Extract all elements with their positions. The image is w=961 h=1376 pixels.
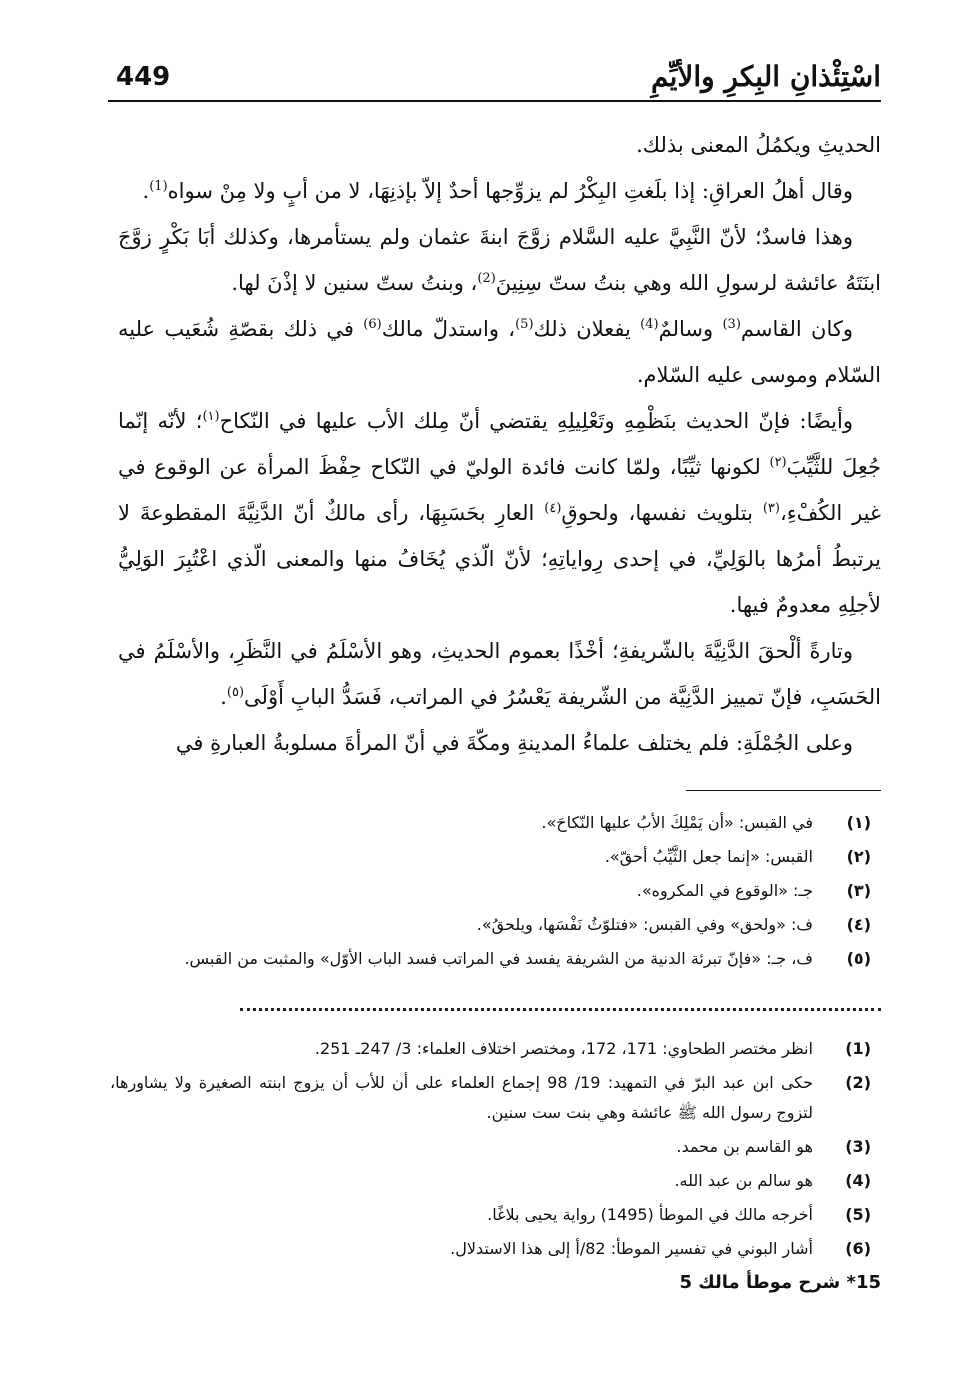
- footnote-ref[interactable]: (١): [202, 409, 220, 424]
- footnote-text: القبس: «إنما جعل الثَّيِّبُ أحقّ».: [604, 847, 813, 866]
- paragraph-6: وتارةً ألْحقَ الدَّنِيَّةَ بالشّريفةِ؛ أخْذًا بعموم الحديثِ، وهو الأسْلَمُ في النَّظَرِ، والأسْلَمُ في الحَسَبِ، فإنّ تمييز الدَّنِيَّة من الشّريفة يَعْسُرُ في المراتب، فَسَدُّ البابِ أَوْلَى$^{(٥)}$.: [118, 639, 881, 709]
- page-number: 449: [116, 62, 171, 92]
- footnote-number: (٤): [846, 915, 871, 934]
- footnote-item: [110, 908, 881, 942]
- footnote-item: [110, 1066, 881, 1130]
- footnote-number: (3): [845, 1137, 871, 1156]
- footnote-text: أشار البوني في تفسير الموطأ: 82/أ إلى هذا الاستدلال.: [450, 1239, 813, 1258]
- footnote-number: (٥): [846, 949, 871, 968]
- footnote-item: [110, 942, 881, 976]
- paragraph-4: وكان القاسم$^{(3)}$ وسالمٌ$^{(4)}$ يفعلان ذلك$^{(5)}$، واستدلّ مالك$^{(6)}$ في ذلك بقصّةِ شُعَيب عليه السّلام وموسى عليه السّلام.: [118, 317, 881, 387]
- footnote-number: (٣): [846, 881, 871, 900]
- footnote-ref[interactable]: (3): [722, 317, 741, 332]
- footnote-item: [110, 1198, 881, 1232]
- footnote-item: [110, 840, 881, 874]
- footnote-separator: [686, 790, 881, 791]
- footnote-item: [110, 1164, 881, 1198]
- footnote-text: انظر مختصر الطحاوي: 171، 172، ومختصر اختلاف العلماء: 3/ 247ـ 251.: [314, 1039, 813, 1058]
- footnote-number: (6): [845, 1239, 871, 1258]
- editor-footnotes: [110, 1032, 881, 1266]
- footnote-ref[interactable]: (٥): [226, 685, 245, 700]
- footnote-item: [110, 874, 881, 908]
- footnote-number: (٢): [846, 847, 871, 866]
- signature-mark: 15* شرح موطأ مالك 5: [679, 1272, 881, 1293]
- footnote-text: هو سالم بن عبد الله.: [674, 1171, 813, 1190]
- footnote-ref[interactable]: (6): [363, 317, 382, 332]
- footnote-number: (1): [845, 1039, 871, 1058]
- paragraph-1: الحديثِ ويكمُلُ المعنى بذلك.: [636, 133, 881, 157]
- footnote-ref[interactable]: (1): [149, 179, 168, 194]
- page-header: [108, 52, 881, 102]
- footnote-text: ف: «ولحق» وفي القبس: «فتلوّثُ نَفْسَها، ويلحقُ».: [476, 915, 813, 934]
- footnote-ref[interactable]: (4): [640, 317, 659, 332]
- footnote-item: [110, 1032, 881, 1066]
- footnote-item: [110, 1130, 881, 1164]
- variant-footnotes: [110, 806, 881, 976]
- dotted-separator: [240, 1008, 881, 1011]
- footnote-text: هو القاسم بن محمد.: [676, 1137, 813, 1156]
- paragraph-5: وأيضًا: فإنّ الحديث بنَظْمِهِ وتَعْلِيلِهِ يقتضي أنّ مِلك الأب عليها في النّكاح$^{(١)}$؛ لأنّه إنّما جُعِلَ للثَّيِّبَ$^{(٢)}$ لكونها ثيِّبًا، ولمّا كانت فائدة الوليّ في النّكاح حِفْظَ المرأة عن الوقوع في غير الكُفْءِ،$^{(٣)}$ بتلويث نفسها، ولحوقِ$^{(٤)}$ العارِ بحَسَبِهَا، رأى مالكٌ أنّ الدَّنِيَّةَ المقطوعةَ لا يرتبطُ أمرُها بالوَلِيِّ، في إحدى رِواياتِهِ؛ لأنّ الّذي يُخَافُ منها والمعنى الّذي اعْتُبِرَ الوَلِيُّ لأجلِهِ معدومٌ فيها.: [118, 409, 881, 617]
- footnote-ref[interactable]: (٣): [762, 501, 780, 516]
- main-text: [118, 122, 881, 766]
- paragraph-2: وقال أهلُ العراقِ: إذا بلَغتِ البِكْرُ لم يزوِّجها أحدٌ إلاّ بإذنِهَا، لا من أبٍ ولا مِنْ سواه$^{(1)}$.: [142, 179, 853, 203]
- footnote-number: (4): [845, 1171, 871, 1190]
- footnote-item: [110, 806, 881, 840]
- footnote-text: جـ: «الوقوع في المكروه».: [636, 881, 813, 900]
- footnote-text: ف، جـ: «فإنّ تبرئة الدنية من الشريفة يفسد في المراتب فسد الباب الأوّل» والمثبت من القبس.: [184, 949, 813, 968]
- footnote-text: أخرجه مالك في الموطأ (1495) رواية يحيى بلاغًا.: [487, 1205, 813, 1224]
- footnote-number: (5): [845, 1205, 871, 1224]
- footnote-number: (١): [846, 813, 871, 832]
- footnote-text: حكى ابن عبد البرّ في التمهيد: 19/ 98 إجماع العلماء على أن للأب أن يزوج ابنته الصغيرة ولا يشاورها، لتزوج رسول الله ﷺ عائشة وهي بنت ست سنين.: [110, 1073, 814, 1122]
- paragraph-3: وهذا فاسدٌ؛ لأنّ النَّبِيَّ عليه السَّلام زوَّجَ ابنةَ عثمان ولم يستأمرها، وكذلك أبَا بَكْرٍ زوَّجَ ابنَتَهُ عائشة لرسولِ الله وهي بنتُ ستّ سِنِينَ$^{(2)}$، وبنتُ ستّ سنين لا إذْنَ لها.: [118, 225, 881, 295]
- footnote-ref[interactable]: (2): [477, 271, 496, 286]
- footnote-number: (2): [845, 1073, 871, 1092]
- header-rule: [108, 100, 881, 102]
- paragraph-7: وعلى الجُمْلَةِ: فلم يختلف علماءُ المدينةِ ومكّةَ في أنّ المرأةَ مسلوبةُ العبارةِ في: [175, 731, 853, 755]
- footnote-ref[interactable]: (5): [515, 317, 534, 332]
- footnote-ref[interactable]: (٢): [769, 455, 787, 470]
- running-title: اسْتِئْذانِ البِكرِ والأيِّمِ: [650, 60, 881, 93]
- footnote-ref[interactable]: (٤): [544, 501, 562, 516]
- footnote-item: [110, 1232, 881, 1266]
- footnote-text: في القبس: «أن يَمْلِكَ الأبُ عليها النّكاحَ».: [541, 813, 813, 832]
